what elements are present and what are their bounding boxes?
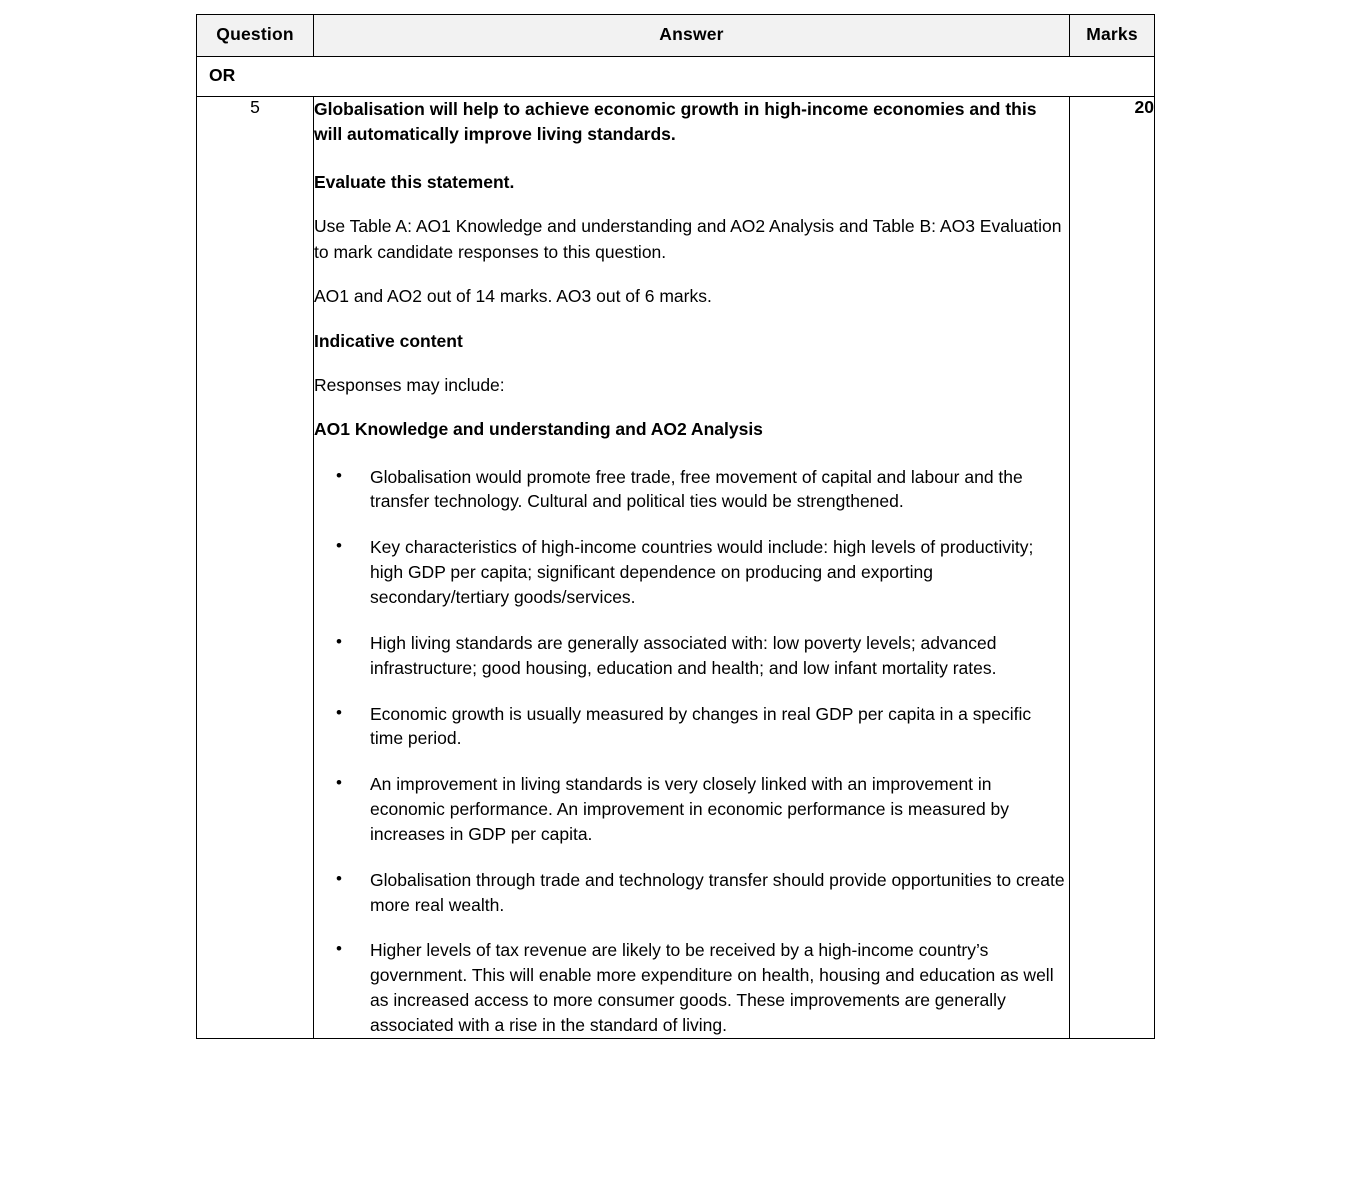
list-item (314, 465, 1069, 515)
list-item-text: Globalisation through trade and technology transfer should provide opportunities to create more real wealth. (370, 869, 1065, 915)
bullet-icon: • (336, 939, 342, 959)
list-item-text: Economic growth is usually measured by changes in real GDP per capita in a specific time period. (370, 703, 1032, 749)
indicative-content-heading: Indicative content (314, 330, 463, 351)
list-item (314, 868, 1069, 918)
list-item (314, 772, 1069, 847)
column-header-question: Question (197, 15, 314, 57)
bullet-icon: • (336, 631, 342, 651)
bullet-icon: • (336, 773, 342, 793)
list-item (314, 938, 1069, 1037)
bullet-icon: • (336, 868, 342, 888)
list-item-text: Key characteristics of high-income countries would include: high levels of productivity; high GDP per capita; significant dependence on producing and exporting secondary/tertiary goods/services. (370, 537, 1034, 607)
list-item (314, 535, 1069, 610)
list-item-text: An improvement in living standards is very closely linked with an improvement in economic performance. An improvement in economic performance is measured by increases in GDP per capita. (370, 774, 1010, 844)
ao-section-heading: AO1 Knowledge and understanding and AO2 Analysis (314, 419, 763, 440)
bullet-icon: • (336, 536, 342, 556)
marking-guidance: Use Table A: AO1 Knowledge and understanding and AO2 Analysis and Table B: AO3 Evaluation to mark candidate responses to this question. (314, 216, 1062, 262)
list-item-text: Globalisation would promote free trade, free movement of capital and labour and the transfer technology. Cultural and political ties would be strengthened. (370, 466, 1023, 512)
mark-allocation: AO1 and AO2 out of 14 marks. AO3 out of 6 marks. (314, 286, 712, 307)
table-row-or (197, 57, 1155, 97)
question-statement: Globalisation will help to achieve economic growth in high-income economies and this will automatically improve living standards. (314, 99, 1037, 144)
bullet-icon: • (336, 465, 342, 485)
table-header-row (197, 15, 1155, 57)
column-header-marks: Marks (1070, 15, 1155, 57)
answer-cell (314, 97, 1070, 1039)
list-item-text: Higher levels of tax revenue are likely to be received by a high-income country’s government. This will enable more expenditure on health, housing and education as well as increased access to more consumer goods. These improvements are generally associated with a rise in the standard of living. (370, 940, 1054, 1035)
bullet-icon: • (336, 702, 342, 722)
question-number: 5 (197, 97, 314, 1039)
column-header-answer: Answer (314, 15, 1070, 57)
marks-value: 20 (1070, 97, 1155, 1039)
responses-lead-in: Responses may include: (314, 374, 505, 395)
list-item (314, 702, 1069, 752)
question-instruction: Evaluate this statement. (314, 172, 515, 192)
or-label: OR (197, 57, 1155, 97)
table-row (197, 97, 1155, 1039)
indicative-content-list (314, 465, 1069, 1038)
list-item (314, 631, 1069, 681)
list-item-text: High living standards are generally associated with: low poverty levels; advanced infrastructure; good housing, education and health; and low infant mortality rates. (370, 632, 997, 678)
mark-scheme-table (196, 14, 1155, 1039)
